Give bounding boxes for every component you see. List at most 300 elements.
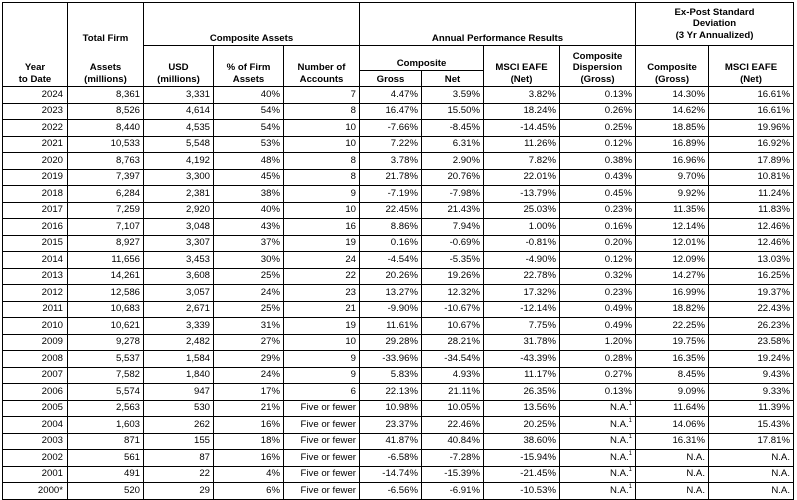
msci-eafe-net-cell <box>484 136 560 153</box>
pct-firm-assets-cell <box>214 301 284 318</box>
number-of-accounts-value: 22 <box>345 270 356 282</box>
composite-usd-cell <box>144 252 214 269</box>
composite-dispersion-value: 0.12% <box>604 253 632 265</box>
total-firm-assets-value: 8,361 <box>115 88 140 100</box>
composite-usd-value: 4,614 <box>185 105 210 117</box>
composite-dispersion-cell <box>560 120 636 137</box>
sd-msci-eafe-net-cell <box>709 466 794 483</box>
number-of-accounts-value: Five or fewer <box>300 484 356 496</box>
composite-usd-value: 2,671 <box>185 303 210 315</box>
composite-gross-value: -7.19% <box>387 187 418 199</box>
composite-net-value: 22.46% <box>447 418 480 430</box>
composite-net-cell <box>422 186 484 203</box>
msci-eafe-net-cell <box>484 301 560 318</box>
msci-eafe-net-value: -12.14% <box>520 303 556 315</box>
composite-dispersion-value: 0.13% <box>604 88 632 100</box>
sd-msci-eafe-net-cell <box>709 202 794 219</box>
sd-composite-gross-value: 16.96% <box>672 154 705 166</box>
sd-msci-eafe-net-cell <box>709 334 794 351</box>
number-of-accounts-value: 23 <box>345 286 356 298</box>
sd-msci-eafe-net-value: 12.46% <box>757 220 790 232</box>
total-firm-assets-cell <box>68 252 144 269</box>
table-row <box>3 433 794 450</box>
msci-eafe-net-value: -21.45% <box>520 468 556 480</box>
sd-msci-eafe-net-value: 12.46% <box>757 237 790 249</box>
number-of-accounts-value: 21 <box>345 303 356 315</box>
year-cell <box>3 417 68 434</box>
sd-msci-eafe-net-value: N.A. <box>771 484 790 496</box>
footnote-marker: 1 <box>628 467 632 474</box>
sd-msci-eafe-net-value: 11.24% <box>758 187 790 199</box>
header-composite-assets: Composite Assets <box>144 3 360 46</box>
table-row <box>3 384 794 401</box>
composite-net-value: -34.54% <box>444 352 480 364</box>
sd-composite-gross-value: 14.06% <box>672 418 705 430</box>
sd-msci-eafe-net-value: 19.24% <box>757 352 790 364</box>
year-cell <box>3 103 68 120</box>
pct-firm-assets-cell <box>214 367 284 384</box>
composite-gross-value: -14.74% <box>382 468 418 480</box>
header-sd-composite <box>636 46 709 87</box>
msci-eafe-net-value: -4.90% <box>525 253 556 265</box>
number-of-accounts-value: 10 <box>345 121 356 133</box>
composite-net-cell <box>422 351 484 368</box>
composite-dispersion-value: 0.49% <box>604 319 632 331</box>
sd-composite-gross-cell <box>636 235 709 252</box>
number-of-accounts-cell <box>284 103 360 120</box>
year-cell <box>3 433 68 450</box>
msci-eafe-net-value: 7.75% <box>528 319 556 331</box>
sd-msci-eafe-net-value: 23.58% <box>757 336 790 348</box>
composite-gross-cell <box>360 433 422 450</box>
composite-usd-cell <box>144 301 214 318</box>
msci-eafe-net-cell <box>484 120 560 137</box>
composite-gross-cell <box>360 384 422 401</box>
total-firm-assets-cell <box>68 120 144 137</box>
year-value: 2016 <box>41 220 63 232</box>
header-pct-assets-label: Assets <box>232 73 265 85</box>
composite-net-cell <box>422 466 484 483</box>
footnote-marker: 1 <box>628 434 632 441</box>
pct-firm-assets-cell <box>214 186 284 203</box>
year-cell <box>3 400 68 417</box>
number-of-accounts-value: 19 <box>345 319 356 331</box>
composite-dispersion-cell <box>560 136 636 153</box>
composite-gross-value: 29.28% <box>385 336 418 348</box>
number-of-accounts-value: 8 <box>350 154 356 166</box>
pct-firm-assets-value: 6% <box>266 484 280 496</box>
sd-composite-gross-cell <box>636 400 709 417</box>
header-sd-composite-label: Composite <box>647 62 697 73</box>
composite-dispersion-value: 0.16% <box>604 220 632 232</box>
table-row <box>3 103 794 120</box>
footnote-marker: 1 <box>628 483 632 490</box>
composite-gross-value: 21.78% <box>385 171 418 183</box>
composite-net-cell <box>422 318 484 335</box>
composite-dispersion-cell <box>560 103 636 120</box>
composite-dispersion-cell <box>560 318 636 335</box>
sd-msci-eafe-net-value: 17.81% <box>757 435 790 447</box>
number-of-accounts-value: 10 <box>345 138 356 150</box>
table-row <box>3 136 794 153</box>
msci-eafe-net-value: 25.03% <box>523 204 556 216</box>
total-firm-assets-cell <box>68 301 144 318</box>
header-usd <box>144 46 214 87</box>
header-pct-firm <box>214 46 284 87</box>
composite-gross-value: 22.45% <box>385 204 418 216</box>
composite-gross-cell <box>360 120 422 137</box>
number-of-accounts-cell <box>284 483 360 500</box>
pct-firm-assets-cell <box>214 384 284 401</box>
msci-eafe-net-value: 22.78% <box>523 270 556 282</box>
number-of-accounts-cell <box>284 219 360 236</box>
number-of-accounts-cell <box>284 384 360 401</box>
year-value: 2001 <box>41 468 63 480</box>
composite-usd-value: 5,548 <box>185 138 210 150</box>
sd-composite-gross-value: 18.82% <box>672 303 705 315</box>
total-firm-assets-value: 11,656 <box>111 253 140 265</box>
number-of-accounts-value: 8 <box>350 105 356 117</box>
year-value: 2013 <box>41 270 63 282</box>
composite-usd-cell <box>144 417 214 434</box>
number-of-accounts-value: 9 <box>350 369 356 381</box>
composite-net-cell <box>422 384 484 401</box>
composite-usd-cell <box>144 367 214 384</box>
composite-gross-value: 0.16% <box>390 237 418 249</box>
year-cell <box>3 153 68 170</box>
sd-msci-eafe-net-cell <box>709 433 794 450</box>
composite-gross-cell <box>360 367 422 384</box>
pct-firm-assets-value: 25% <box>260 303 280 315</box>
header-annual-performance: Annual Performance Results <box>360 3 636 46</box>
number-of-accounts-cell <box>284 153 360 170</box>
total-firm-assets-value: 1,603 <box>115 418 140 430</box>
table-row <box>3 334 794 351</box>
table-row <box>3 120 794 137</box>
number-of-accounts-value: 7 <box>350 88 356 100</box>
pct-firm-assets-cell <box>214 136 284 153</box>
composite-net-cell <box>422 334 484 351</box>
pct-firm-assets-value: 38% <box>260 187 280 199</box>
sd-composite-gross-cell <box>636 202 709 219</box>
table-row <box>3 483 794 500</box>
total-firm-assets-value: 14,261 <box>110 270 140 282</box>
table-row <box>3 252 794 269</box>
sd-composite-gross-value: 11.64% <box>673 402 705 414</box>
year-cell <box>3 235 68 252</box>
composite-gross-cell <box>360 483 422 500</box>
sd-msci-eafe-net-cell <box>709 235 794 252</box>
pct-firm-assets-cell <box>214 466 284 483</box>
sd-msci-eafe-net-cell <box>709 384 794 401</box>
msci-eafe-net-value: 20.25% <box>523 418 556 430</box>
year-cell <box>3 186 68 203</box>
number-of-accounts-cell <box>284 466 360 483</box>
number-of-accounts-cell <box>284 268 360 285</box>
pct-firm-assets-value: 54% <box>260 121 280 133</box>
number-of-accounts-cell <box>284 186 360 203</box>
pct-firm-assets-value: 45% <box>260 171 280 183</box>
composite-usd-value: 3,057 <box>185 286 210 298</box>
composite-dispersion-value: N.A. <box>609 435 629 447</box>
sd-composite-gross-value: 16.35% <box>672 352 705 364</box>
header-expost-line3: (3 Yr Annualized) <box>675 29 754 41</box>
composite-usd-value: 3,300 <box>185 171 210 183</box>
pct-firm-assets-value: 29% <box>260 352 280 364</box>
composite-usd-value: 87 <box>199 451 210 463</box>
composite-dispersion-value: 0.23% <box>604 204 632 216</box>
composite-dispersion-value: N.A. <box>609 484 629 496</box>
footnote-marker: 1 <box>628 401 632 408</box>
sd-msci-eafe-net-value: 13.03% <box>757 253 790 265</box>
number-of-accounts-cell <box>284 334 360 351</box>
composite-gross-value: 16.47% <box>385 105 418 117</box>
year-value: 2007 <box>41 369 63 381</box>
header-num-of-label: Number of <box>297 62 346 73</box>
composite-usd-value: 1,840 <box>185 369 210 381</box>
sd-composite-gross-value: 16.99% <box>672 286 705 298</box>
sd-composite-gross-value: 12.09% <box>672 253 705 265</box>
composite-gross-cell <box>360 153 422 170</box>
number-of-accounts-value: Five or fewer <box>300 451 356 463</box>
table-row <box>3 417 794 434</box>
sd-composite-gross-cell <box>636 268 709 285</box>
sd-msci-eafe-net-value: 16.61% <box>757 88 790 100</box>
number-of-accounts-cell <box>284 433 360 450</box>
total-firm-assets-value: 10,533 <box>110 138 140 150</box>
header-expost-sd <box>636 3 794 46</box>
composite-gross-cell <box>360 169 422 186</box>
sd-msci-eafe-net-value: 10.81% <box>757 171 790 183</box>
table-row <box>3 351 794 368</box>
msci-eafe-net-cell <box>484 318 560 335</box>
pct-firm-assets-cell <box>214 103 284 120</box>
total-firm-assets-cell <box>68 334 144 351</box>
number-of-accounts-value: Five or fewer <box>300 418 356 430</box>
total-firm-assets-cell <box>68 235 144 252</box>
msci-eafe-net-cell <box>484 87 560 104</box>
total-firm-assets-value: 5,537 <box>115 352 140 364</box>
year-value: 2004 <box>41 418 63 430</box>
total-firm-assets-cell <box>68 103 144 120</box>
year-value: 2021 <box>41 138 63 150</box>
sd-composite-gross-cell <box>636 417 709 434</box>
composite-usd-cell <box>144 334 214 351</box>
sd-composite-gross-cell <box>636 433 709 450</box>
year-value: 2015 <box>41 237 63 249</box>
sd-composite-gross-value: 14.30% <box>672 88 705 100</box>
sd-msci-eafe-net-cell <box>709 169 794 186</box>
year-cell <box>3 169 68 186</box>
composite-usd-cell <box>144 318 214 335</box>
composite-usd-value: 1,584 <box>185 352 210 364</box>
total-firm-assets-value: 491 <box>123 468 140 480</box>
composite-net-cell <box>422 400 484 417</box>
header-msci-label: MSCI EAFE <box>495 62 548 73</box>
total-firm-assets-cell <box>68 400 144 417</box>
msci-eafe-net-cell <box>484 268 560 285</box>
composite-dispersion-cell <box>560 367 636 384</box>
composite-usd-cell <box>144 483 214 500</box>
performance-table-container <box>2 2 794 500</box>
total-firm-assets-value: 7,397 <box>115 171 140 183</box>
header-sd-net-label: (Net) <box>740 73 762 85</box>
year-value: 2022 <box>41 121 63 133</box>
total-firm-assets-value: 871 <box>123 435 140 447</box>
number-of-accounts-cell <box>284 417 360 434</box>
composite-usd-value: 2,920 <box>185 204 210 216</box>
year-value: 2003 <box>41 435 63 447</box>
composite-net-value: -10.67% <box>444 303 480 315</box>
total-firm-assets-value: 7,259 <box>115 204 140 216</box>
composite-usd-value: 530 <box>193 402 210 414</box>
composite-dispersion-cell <box>560 219 636 236</box>
composite-net-value: -8.45% <box>449 121 480 133</box>
pct-firm-assets-cell <box>214 483 284 500</box>
pct-firm-assets-value: 27% <box>260 336 280 348</box>
sd-composite-gross-cell <box>636 186 709 203</box>
table-row <box>3 153 794 170</box>
msci-eafe-net-cell <box>484 169 560 186</box>
sd-composite-gross-value: 16.31% <box>672 435 705 447</box>
msci-eafe-net-value: -0.81% <box>525 237 556 249</box>
sd-composite-gross-value: 16.89% <box>672 138 705 150</box>
pct-firm-assets-value: 18% <box>260 435 280 447</box>
sd-msci-eafe-net-cell <box>709 252 794 269</box>
pct-firm-assets-value: 24% <box>260 369 280 381</box>
sd-msci-eafe-net-value: 16.25% <box>757 270 790 282</box>
composite-net-value: -15.39% <box>444 468 480 480</box>
year-value: 2020 <box>41 154 63 166</box>
composite-gross-value: 20.26% <box>385 270 418 282</box>
year-value: 2014 <box>41 253 63 265</box>
composite-usd-value: 2,381 <box>185 187 210 199</box>
sd-composite-gross-cell <box>636 136 709 153</box>
total-firm-assets-cell <box>68 202 144 219</box>
composite-net-cell <box>422 202 484 219</box>
year-cell <box>3 466 68 483</box>
composite-dispersion-value: N.A. <box>609 402 629 414</box>
composite-net-value: 21.11% <box>448 385 480 397</box>
sd-msci-eafe-net-cell <box>709 351 794 368</box>
composite-dispersion-cell <box>560 235 636 252</box>
sd-composite-gross-value: 8.45% <box>677 369 705 381</box>
composite-net-value: 20.76% <box>447 171 480 183</box>
composite-usd-value: 3,608 <box>185 270 210 282</box>
header-composite-dispersion <box>560 46 636 87</box>
pct-firm-assets-cell <box>214 169 284 186</box>
msci-eafe-net-cell <box>484 417 560 434</box>
composite-gross-cell <box>360 219 422 236</box>
number-of-accounts-value: 24 <box>345 253 356 265</box>
total-firm-assets-value: 8,526 <box>115 105 140 117</box>
number-of-accounts-value: 10 <box>345 336 356 348</box>
composite-gross-value: 23.37% <box>385 418 418 430</box>
composite-dispersion-cell <box>560 87 636 104</box>
pct-firm-assets-cell <box>214 400 284 417</box>
total-firm-assets-value: 520 <box>123 484 140 496</box>
total-firm-assets-cell <box>68 186 144 203</box>
year-cell <box>3 301 68 318</box>
composite-dispersion-value: N.A. <box>609 418 629 430</box>
number-of-accounts-value: Five or fewer <box>300 468 356 480</box>
composite-gross-cell <box>360 235 422 252</box>
composite-dispersion-value: 1.20% <box>604 336 632 348</box>
sd-msci-eafe-net-value: 15.43% <box>757 418 790 430</box>
pct-firm-assets-value: 24% <box>260 286 280 298</box>
header-assets-millions: (millions) <box>84 73 127 85</box>
composite-gross-cell <box>360 466 422 483</box>
composite-net-value: 28.21% <box>447 336 480 348</box>
pct-firm-assets-cell <box>214 219 284 236</box>
composite-dispersion-cell <box>560 301 636 318</box>
composite-net-cell <box>422 219 484 236</box>
table-row <box>3 268 794 285</box>
composite-gross-value: 41.87% <box>385 435 418 447</box>
msci-eafe-net-value: 26.35% <box>523 385 556 397</box>
pct-firm-assets-value: 37% <box>260 237 280 249</box>
composite-dispersion-cell <box>560 252 636 269</box>
table-row <box>3 235 794 252</box>
sd-composite-gross-value: 12.14% <box>672 220 705 232</box>
composite-usd-cell <box>144 268 214 285</box>
table-row <box>3 87 794 104</box>
total-firm-assets-value: 6,284 <box>115 187 140 199</box>
pct-firm-assets-value: 17% <box>260 385 280 397</box>
composite-gross-cell <box>360 318 422 335</box>
composite-usd-value: 947 <box>193 385 210 397</box>
number-of-accounts-cell <box>284 169 360 186</box>
sd-composite-gross-cell <box>636 285 709 302</box>
composite-dispersion-value: 0.28% <box>604 352 632 364</box>
pct-firm-assets-value: 40% <box>260 88 280 100</box>
total-firm-assets-cell <box>68 87 144 104</box>
header-composite: Composite <box>360 46 484 71</box>
year-value: 2019 <box>41 171 63 183</box>
composite-net-cell <box>422 285 484 302</box>
pct-firm-assets-cell <box>214 318 284 335</box>
composite-net-cell <box>422 252 484 269</box>
year-cell <box>3 252 68 269</box>
sd-msci-eafe-net-value: 16.92% <box>757 138 790 150</box>
sd-composite-gross-cell <box>636 351 709 368</box>
msci-eafe-net-value: 17.32% <box>523 286 556 298</box>
year-cell <box>3 334 68 351</box>
sd-msci-eafe-net-value: 22.43% <box>757 303 790 315</box>
sd-composite-gross-cell <box>636 169 709 186</box>
year-value: 2008 <box>41 352 63 364</box>
total-firm-assets-value: 8,763 <box>115 154 140 166</box>
header-expost-line2: Deviation <box>692 18 737 30</box>
composite-gross-value: -9.90% <box>387 303 418 315</box>
composite-dispersion-cell <box>560 268 636 285</box>
total-firm-assets-cell <box>68 384 144 401</box>
composite-net-cell <box>422 367 484 384</box>
number-of-accounts-cell <box>284 285 360 302</box>
number-of-accounts-value: Five or fewer <box>300 435 356 447</box>
composite-net-value: 19.26% <box>447 270 480 282</box>
sd-composite-gross-cell <box>636 219 709 236</box>
number-of-accounts-cell <box>284 87 360 104</box>
msci-eafe-net-cell <box>484 384 560 401</box>
msci-eafe-net-cell <box>484 334 560 351</box>
composite-usd-value: 3,331 <box>185 88 210 100</box>
msci-eafe-net-value: 3.82% <box>528 88 556 100</box>
composite-gross-cell <box>360 417 422 434</box>
composite-net-cell <box>422 153 484 170</box>
year-cell <box>3 136 68 153</box>
composite-usd-value: 3,453 <box>185 253 210 265</box>
